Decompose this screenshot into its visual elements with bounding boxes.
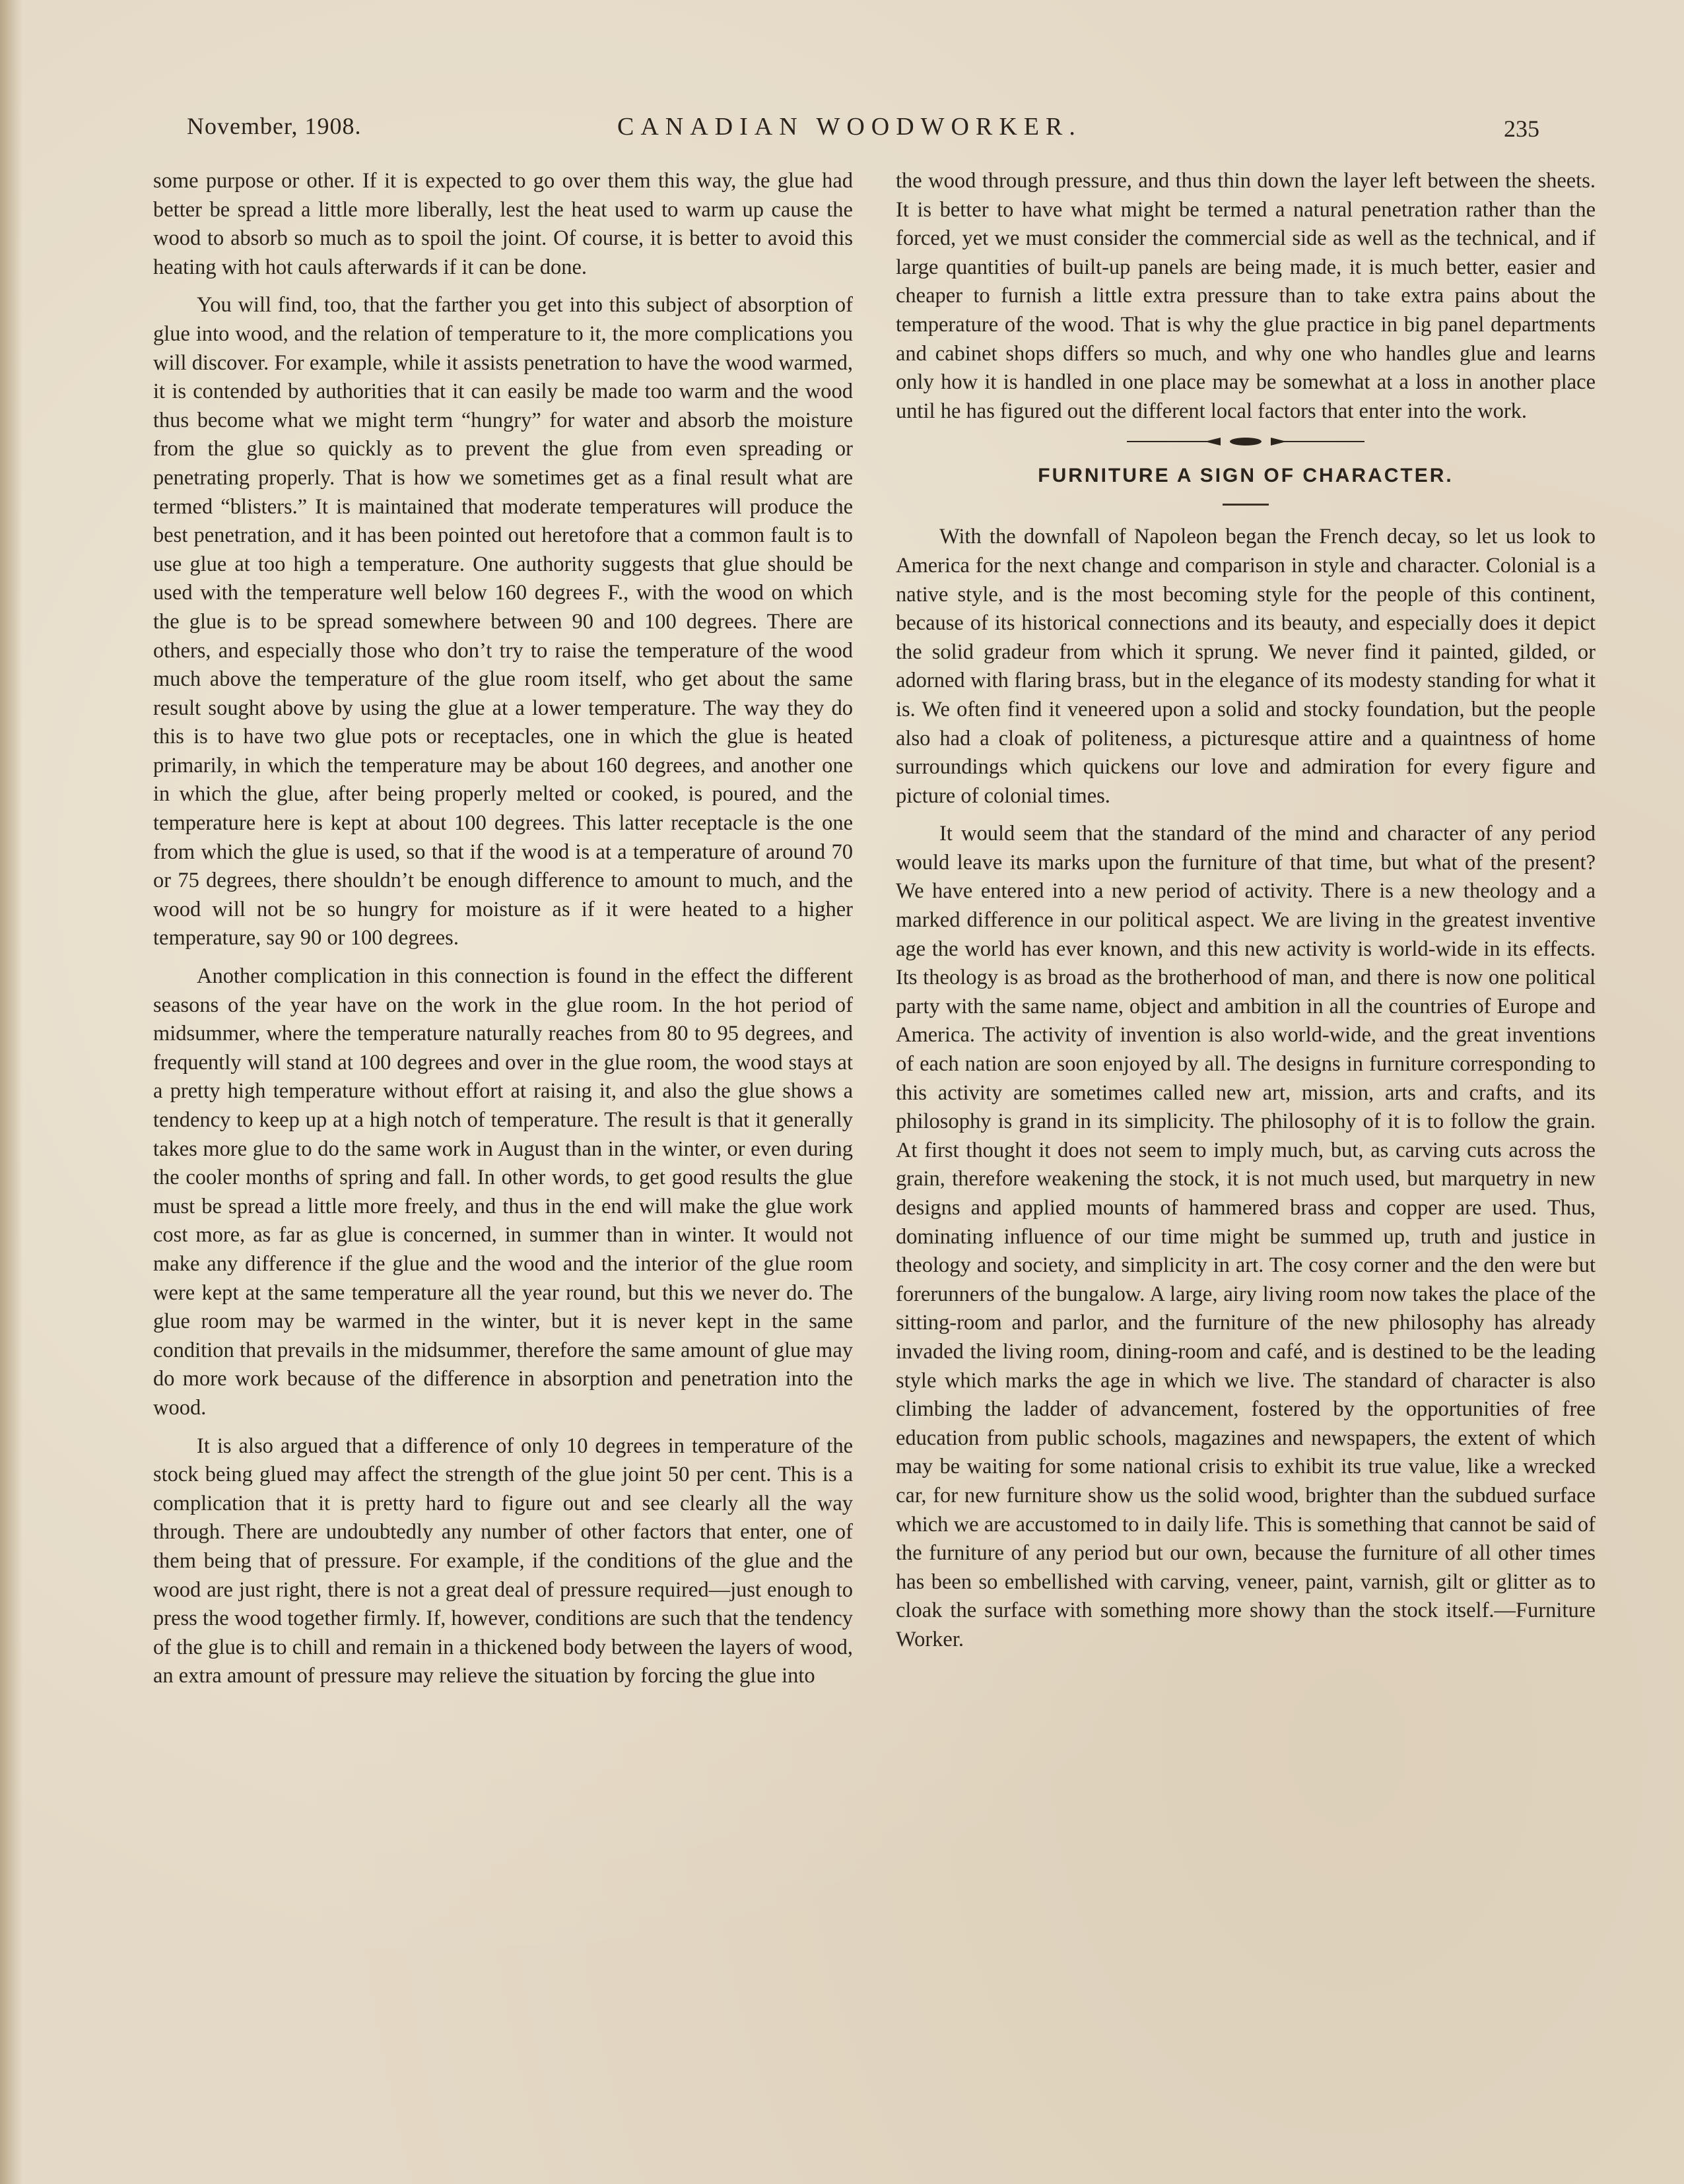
running-header <box>0 112 1684 152</box>
header-date: November, 1908. <box>187 113 362 139</box>
paragraph: the wood through pressure, and thus thin down the layer left between the sheets. It is better to have what might be termed a natural penetration rather than the forced, yet we must consider the commercial side as well as the technical, and if large quantities of built-up panels are being made, it is much better, easier and cheaper to furnish a little extra pressure than to take extra pains about the temperature of the wood. That is why the glue practice in big panel departments and cabinet shops differs so much, and why one who handles glue and learns only how it is handled in one place may be somewhat at a loss in another place until he has figured out the different local factors that enter into the work. <box>896 169 1596 423</box>
paragraph: Another complication in this connection is found in the effect the different seasons of the year have on the work in the glue room. In the hot period of midsummer, where the temperature naturally reaches from 80 to 95 degrees, and frequently will stand at 100 degrees and over in the glue room, the wood stays at a pretty high temperature without effort at raising it, and also the glue shows a tendency to keep up at a high notch of temperature. The result is that it generally takes more glue to do the same work in August than in the winter, or even during the cooler months of spring and fall. In other words, to get good results the glue must be spread a little more freely, and thus in the end will make the glue work cost more, as far as glue is concerned, in summer than in winter. It would not make any difference if the glue and the wood and the interior of the glue room were kept at the same temperature all the year round, but this we never do. The glue room may be warmed in the winter, but it is never kept in the same condition that prevails in the midsummer, therefore the same amount of glue may do more work because of the difference in absorption and penetration into the wood. <box>153 964 853 1420</box>
binding-edge <box>0 0 22 2184</box>
paragraph: With the downfall of Napoleon began the French decay, so let us look to America for the next change and comparison in style and character. Colonial is a native style, and is the most becoming style for the people of this continent, because of its historical connections and its beauty, and especially does it depict the solid gradeur from which it sprung. We never find it painted, gilded, or adorned with flaring brass, but in the elegance of its modesty standing for what it is. We often find it veneered upon a solid and stocky foundation, but the people also had a cloak of politeness, a picturesque attire and a quaintness of home surroundings which quickens our love and admiration for every figure and picture of colonial times. <box>896 525 1596 808</box>
left-column <box>153 167 853 2121</box>
page-number: 235 <box>1504 116 1539 142</box>
right-column <box>896 167 1596 2121</box>
paragraph: It would seem that the standard of the mind and character of any period would leave its marks upon the furniture of that time, but what of the present? We have entered into a new period of activity. There is a new theology and a marked difference in our political aspect. We are living in the greatest inventive age the world has ever known, and this new activity is world-wide in its effects. Its theology is as broad as the brotherhood of man, and there is now one political party with the same name, object and ambition in all the countries of Europe and America. The activity of invention is also world-wide, and the great inventions of each nation are soon enjoyed by all. The designs in furniture corresponding to this activity are sometimes called new art, mission, arts and crafts, and its philosophy is grand in its simplicity. The philosophy of it is to follow the grain. At first thought it does not seem to imply much, but, as carving cuts across the grain, therefore weakening the stock, it is not much used, but marquetry in new designs and applied mounts of hammered brass and copper are used. Thus, dominating influence of our time might be summed up, truth and justice in theology and society, and simplicity in art. The cosy corner and the den were but forerunners of the bungalow. A large, airy living room now takes the place of the sitting-room and parlor, and the furniture of the new philosophy has already invaded the living room, dining-room and café, and is destined to be the leading style which marks the age in which we live. The standard of character is also climbing the ladder of advancement, fostered by the opportunities of free education from public schools, magazines and newspapers, the extent of which may be waiting for some national crisis to exhibit its true value, like a wrecked car, for new furniture show us the solid wood, brighter than the subdued surface which we are accustomed to in daily life. This is something that cannot be said of the furniture of any period but our own, because the furniture of all other times has been so embellished with carving, veneer, paint, varnish, gilt or glitter as to cloak the surface with something more showy than the stock itself.—Furniture Worker. <box>896 822 1596 1651</box>
paragraph: It is also argued that a difference of only 10 degrees in temperature of the stock being glued may affect the strength of the glue joint 50 per cent. This is a complication that it is pretty hard to figure out and see clearly all the way through. There are undoubtedly any number of other factors that enter, one of them being that of pressure. For example, if the conditions of the glue and the wood are just right, there is not a great deal of pressure required—just enough to press the wood together firmly. If, however, conditions are such that the tendency of the glue is to chill and remain in a thickened body between the layers of wood, an extra amount of pressure may relieve the situation by forcing the glue into <box>153 1434 853 1688</box>
paragraph: You will find, too, that the farther you get into this subject of absorption of glue into wood, and the relation of temperature to it, the more complications you will discover. For example, while it assists penetration to have the wood warmed, it is contended by authorities that it can easily be made too warm and the wood thus become what we might term “hungry” for water and absorb the moisture from the glue so quickly as to prevent the glue from even spreading or penetrating properly. That is how we sometimes get as a final result what are termed “blisters.” It is maintained that moderate temperatures will produce the best penetration, and it has been pointed out heretofore that a common fault is to use glue at too high a temperature. One authority suggests that glue should be used with the temperature well below 160 degrees F., with the wood on which the glue is to be spread somewhere between 90 and 100 degrees. There are others, and especially those who don’t try to raise the temperature of the wood much above the temperature of the glue room itself, who get about the same result sought above by using the glue at a lower temperature. The way they do this is to have two glue pots or receptacles, one in which the glue is heated primarily, in which the temperature may be about 160 degrees, and another one in which the glue, after being properly melted or cooked, is poured, and the temperature here is kept at about 100 degrees. This latter receptacle is the one from which the glue is used, so that if the wood is at a temperature of around 70 or 75 degrees, there shouldn’t be enough difference to amount to much, and the wood will not be so hungry for moisture as if it were heated to a higher temperature, say 90 or 100 degrees. <box>153 293 853 950</box>
title-rule <box>1223 504 1269 506</box>
article-title: FURNITURE A SIGN OF CHARACTER. <box>1038 465 1454 487</box>
publication-title: CANADIAN WOODWORKER. <box>617 113 1082 141</box>
section-divider-ornament <box>1127 435 1364 448</box>
paragraph: some purpose or other. If it is expected to go over them this way, the glue had better be spread a little more liberally, lest the heat used to warm up cause the wood to absorb so much as to spoil the joint. Of course, it is better to avoid this heating with hot cauls afterwards if it can be done. <box>153 169 853 279</box>
